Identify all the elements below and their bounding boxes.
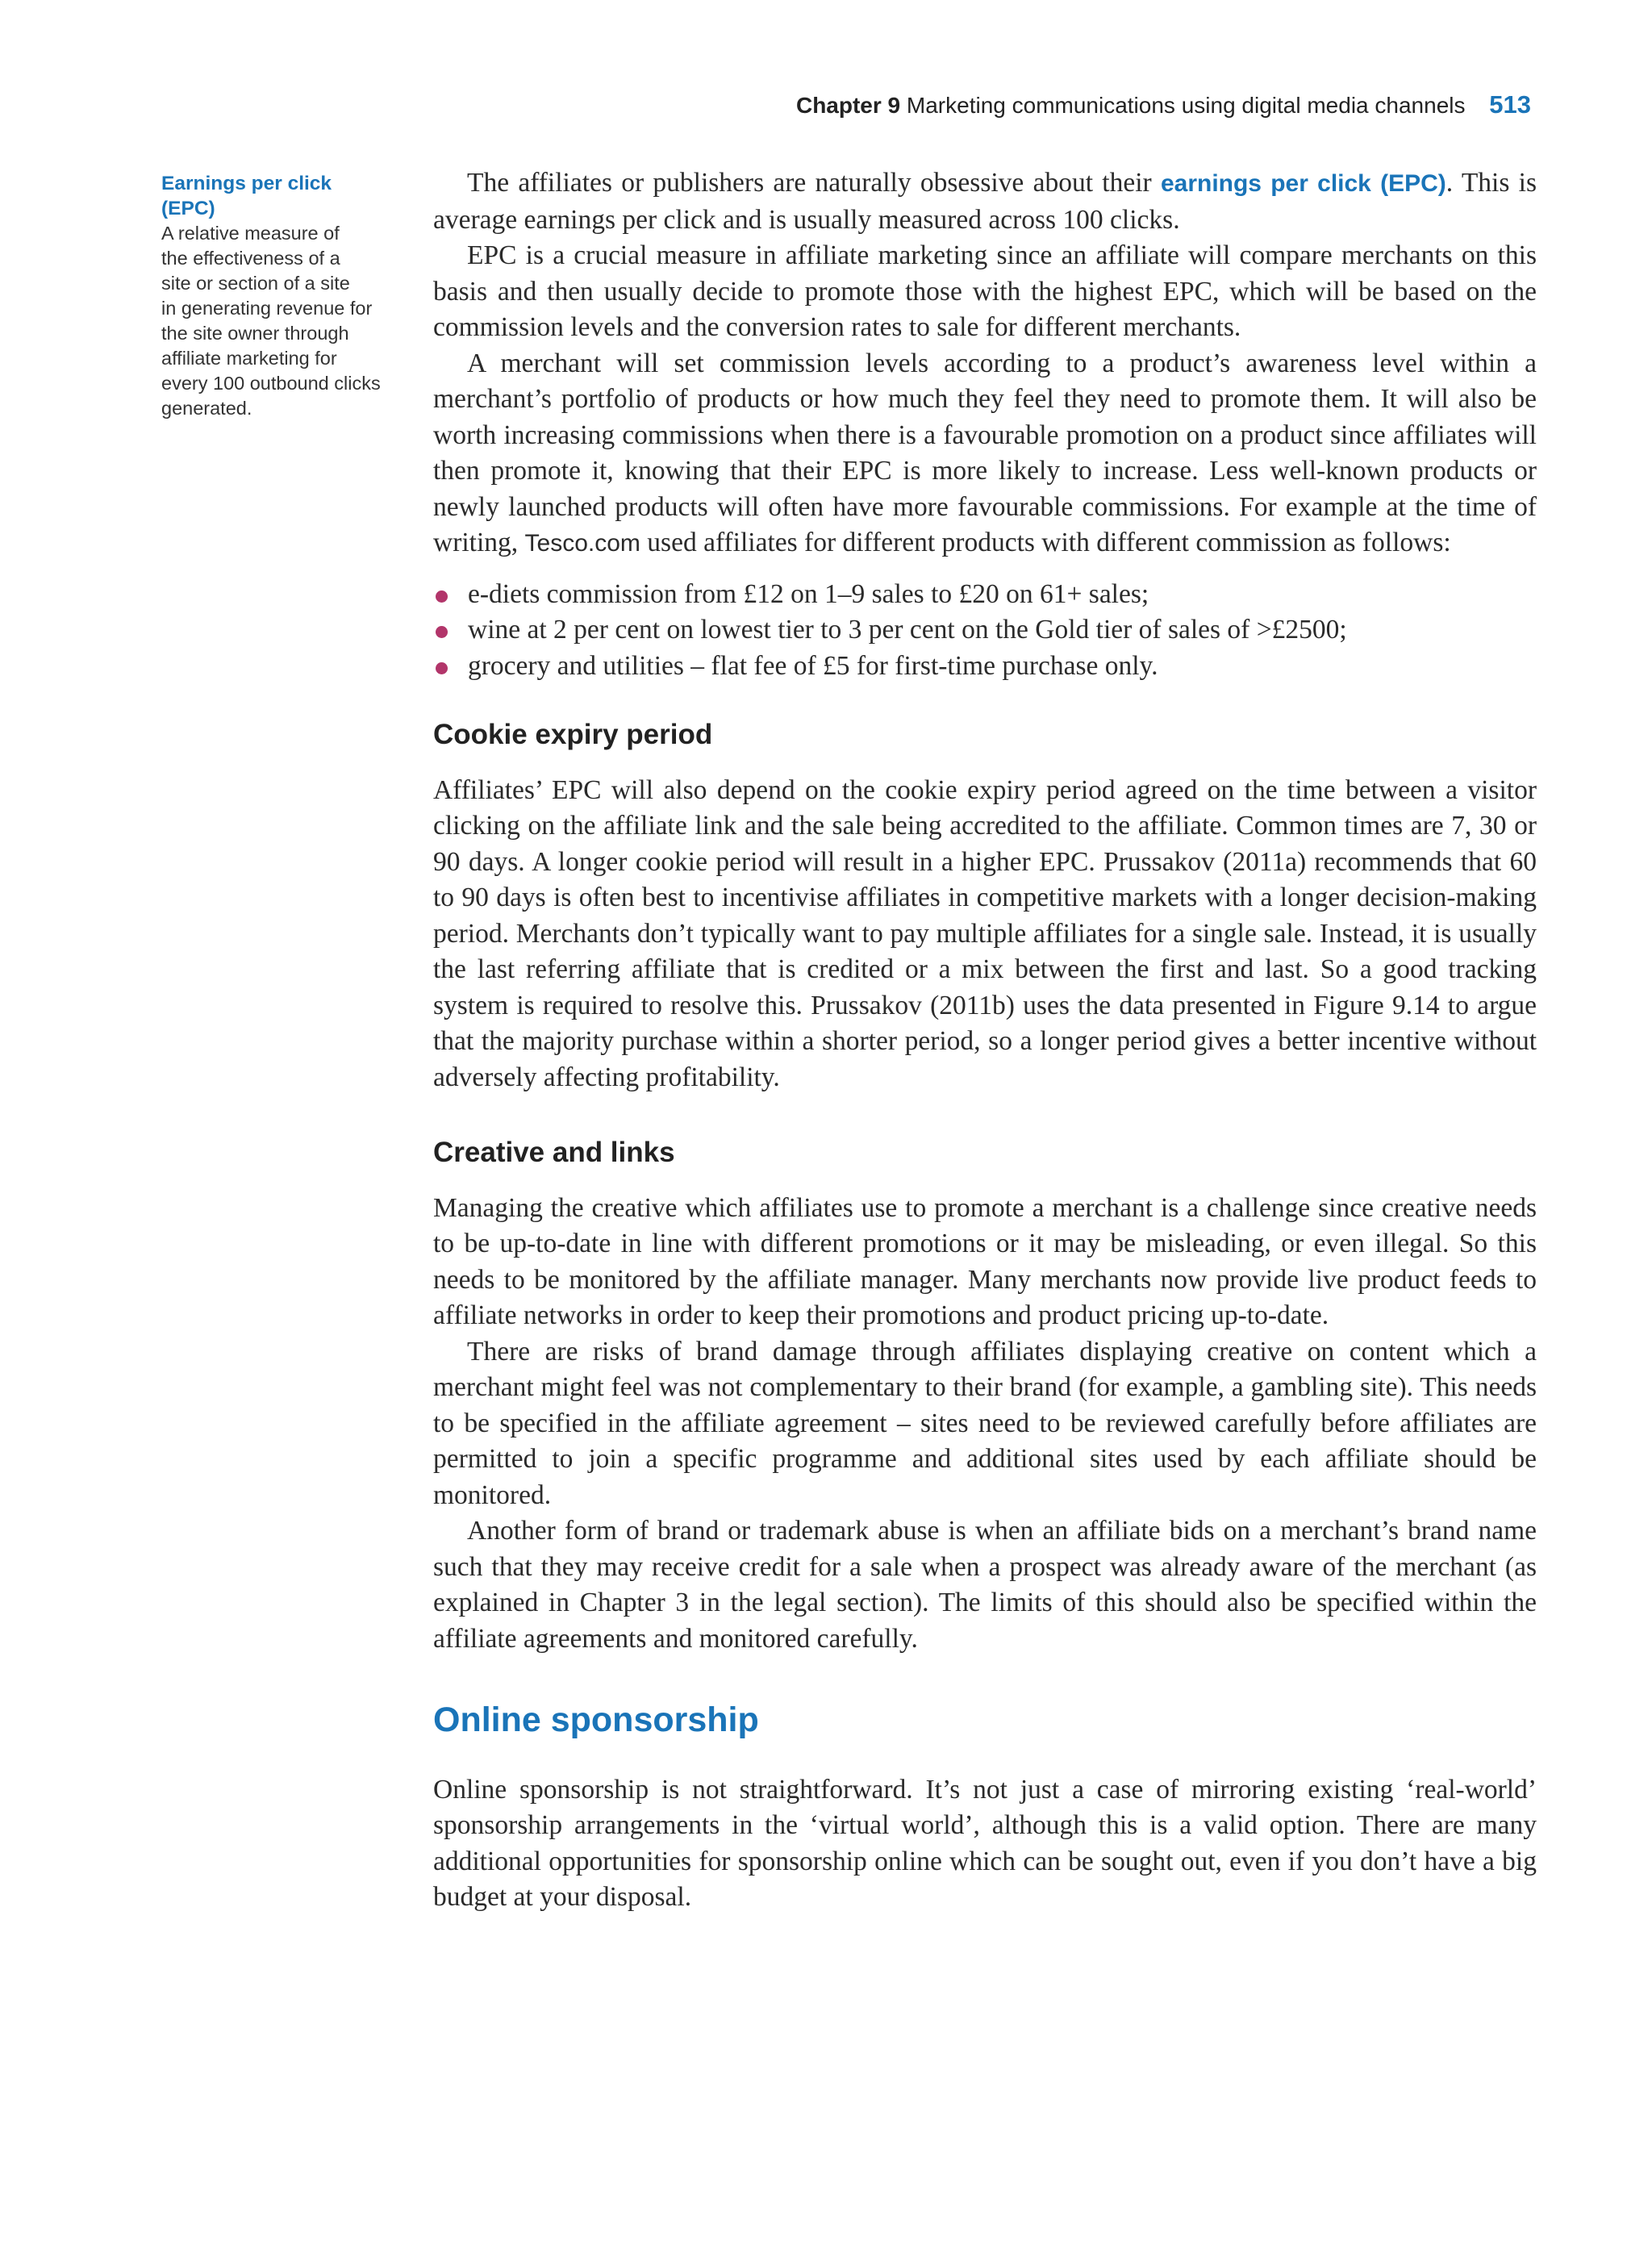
- bullet-dot-icon: [436, 590, 448, 603]
- creative-paragraph-1: Managing the creative which affiliates use to promote a merchant is a challenge since creative needs to be up-to-date in line with different promotions or it may be misleading, or even illegal. So this needs to be monitored by the affiliate manager. Many merchants now provide live product feeds to affiliate networks in order to keep their promotions and product pricing up-to-date.: [433, 1192, 1537, 1330]
- commission-list: [433, 577, 1537, 685]
- list-item: e-diets commission from £12 on 1–9 sales to £20 on 61+ sales;: [433, 577, 1537, 613]
- tesco-site-name: Tesco.com: [524, 530, 640, 557]
- heading-cookie-expiry: Cookie expiry period: [433, 719, 713, 750]
- list-item: grocery and utilities – flat fee of £5 for first-time purchase only.: [433, 649, 1537, 685]
- list-item: wine at 2 per cent on lowest tier to 3 per cent on the Gold tier of sales of >£2500;: [433, 612, 1537, 649]
- intro-paragraph-3: A merchant will set commission levels according to a product’s awareness level within a merchant’s portfolio of products or how much they feel they need to promote them. It will also be worth increasing commissions when there is a favourable promotion on a product since affiliates will then promote it, knowing that their EPC is more likely to increase. Less well-known products or newly launched products will often have more favourable commissions. For example at the time of writing, Tesco.com used affiliates for different products with different commission as follows:: [433, 348, 1537, 557]
- creative-paragraph-2: There are risks of brand damage through affiliates displaying creative on content which a merchant might feel was not complementary to their brand (for example, a gambling site). This needs to be specified in the affiliate agreement – sites need to be reviewed carefully before affiliates are permitted to join a specific programme and additional sites used by each affiliate should be monitored.: [433, 1336, 1537, 1510]
- bullet-dot-icon: [436, 662, 448, 674]
- glossary-definition: A relative measure of the effectiveness of a site or section of a site in generating revenue for the site owner through affiliate marketing for every 100 outbound clicks generated.: [161, 223, 381, 419]
- intro-paragraph-1: The affiliates or publishers are naturally obsessive about their earnings per click (EPC). This is average earnings per click and is usually measured across 100 clicks.: [433, 168, 1537, 235]
- main-text-column: [433, 165, 1537, 1916]
- heading-creative-links: Creative and links: [433, 1137, 675, 1168]
- running-head: [796, 90, 1531, 119]
- heading-online-sponsorship: Online sponsorship: [433, 1700, 759, 1739]
- keyword-epc: earnings per click (EPC): [1160, 170, 1446, 197]
- bullet-dot-icon: [436, 626, 448, 638]
- intro-paragraph-2: EPC is a crucial measure in affiliate marketing since an affiliate will compare merchants on this basis and then usually decide to promote those with the highest EPC, which will be based on the commission levels and the conversion rates to sale for different merchants.: [433, 240, 1537, 342]
- creative-paragraph-3: Another form of brand or trademark abuse is when an affiliate bids on a merchant’s brand name such that they may receive credit for a sale when a prospect was already aware of the merchant (as explained in Chapter 3 in the legal section). The limits of this should also be specified within the affiliate agreements and monitored carefully.: [433, 1516, 1537, 1654]
- margin-glossary-note: [161, 171, 403, 421]
- chapter-title: Marketing communications using digital media channels: [906, 93, 1466, 118]
- chapter-label: Chapter 9: [795, 93, 901, 118]
- sponsorship-paragraph: Online sponsorship is not straightforward. It’s not just a case of mirroring existing ‘real-world’ sponsorship arrangements in the ‘virtual world’, although this is a valid option. There are many additional opportunities for sponsorship online which can be sought out, even if you don’t have a big budget at your disposal.: [433, 1774, 1537, 1912]
- glossary-term: Earnings per click (EPC): [161, 173, 332, 219]
- cookie-paragraph: Affiliates’ EPC will also depend on the cookie expiry period agreed on the time between a visitor clicking on the affiliate link and the sale being accredited to the affiliate. Common times are 7, 30 or 90 days. A longer cookie period will result in a higher EPC. Prussakov (2011a) recommends that 60 to 90 days is often best to incentivise affiliates in competitive markets with a longer decision-making period. Merchants don’t typically want to pay multiple affiliates for a single sale. Instead, it is usually the last referring affiliate that is credited or a mix between the first and last. So a good tracking system is required to resolve this. Prussakov (2011b) uses the data presented in Figure 9.14 to argue that the majority purchase within a shorter period, so a longer period gives a better incentive without adversely affecting profitability.: [433, 774, 1537, 1092]
- page-number: 513: [1489, 90, 1531, 119]
